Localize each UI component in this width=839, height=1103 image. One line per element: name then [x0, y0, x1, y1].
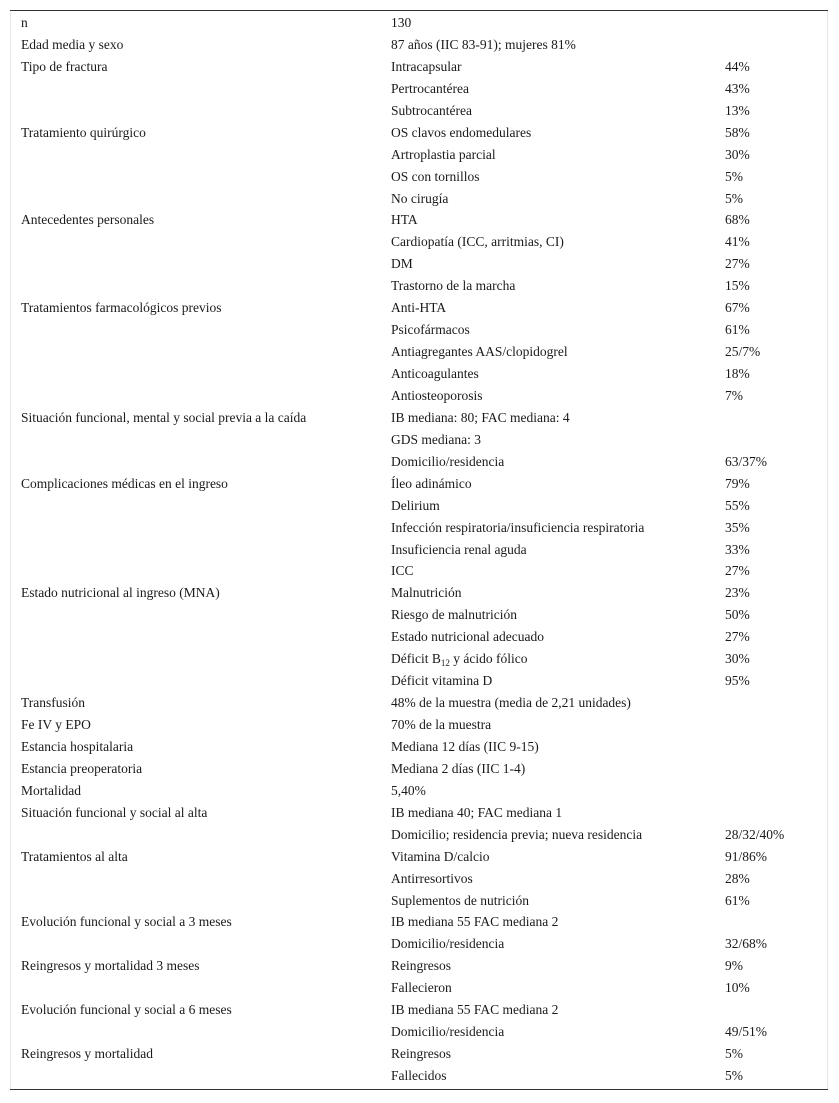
- row-category: n: [21, 15, 28, 30]
- table-row: [10, 253, 828, 275]
- row-value: 25/7%: [725, 344, 761, 360]
- table-row: [10, 100, 828, 122]
- row-value: 41%: [725, 234, 750, 250]
- table-row: [10, 1043, 828, 1065]
- row-detail: Fallecieron: [391, 980, 452, 996]
- row-value: 58%: [725, 124, 750, 140]
- table-row: [10, 648, 828, 670]
- row-detail: Reingresos: [391, 1046, 451, 1062]
- table-body: [10, 11, 828, 1089]
- table-row: [10, 341, 828, 363]
- row-detail: Reingresos: [391, 958, 451, 974]
- table-row: [10, 12, 828, 34]
- row-value: 5%: [725, 1068, 743, 1083]
- row-category: Complicaciones médicas en el ingreso: [21, 475, 228, 491]
- table-row: [10, 955, 828, 977]
- table-row: [10, 999, 828, 1021]
- table-row: [10, 122, 828, 144]
- row-value: 68%: [725, 212, 750, 228]
- row-category: Edad media y sexo: [21, 36, 124, 52]
- row-category: Tratamientos farmacológicos previos: [21, 300, 222, 316]
- row-category: Estancia preoperatoria: [21, 760, 143, 776]
- row-value: 13%: [725, 102, 750, 118]
- row-category: Reingresos y mortalidad 3 meses: [21, 958, 200, 974]
- table-row: [10, 604, 828, 626]
- row-detail: 70% de la muestra: [391, 717, 492, 732]
- row-detail: IB mediana 55 FAC mediana 2: [391, 1002, 559, 1018]
- row-category: Situación funcional y social al alta: [21, 804, 208, 820]
- row-detail: Malnutrición: [391, 585, 462, 601]
- row-detail: 130: [391, 15, 412, 30]
- table-row: [10, 1065, 828, 1087]
- row-detail: Domicilio/residencia: [391, 936, 505, 952]
- row-value: 50%: [725, 607, 750, 623]
- table-row: [10, 539, 828, 561]
- row-detail: Subtrocantérea: [391, 102, 472, 118]
- row-detail: Domicilio/residencia: [391, 453, 505, 469]
- table-row: [10, 824, 828, 846]
- row-value: 35%: [725, 519, 750, 535]
- table-row: [10, 56, 828, 78]
- row-value: 30%: [725, 651, 750, 667]
- row-detail: Estado nutricional adecuado: [391, 629, 544, 645]
- table-row: [10, 714, 828, 736]
- table-row: [10, 933, 828, 955]
- row-category: Transfusión: [21, 695, 86, 711]
- table-row: [10, 736, 828, 758]
- table-row: [10, 209, 828, 231]
- row-detail: Pertrocantérea: [391, 80, 469, 96]
- table-row: [10, 429, 828, 451]
- table-row: [10, 582, 828, 604]
- table-row: [10, 626, 828, 648]
- row-value: 49/51%: [725, 1024, 767, 1040]
- table-row: [10, 868, 828, 890]
- row-detail: Anticoagulantes: [391, 366, 479, 381]
- row-detail: Domicilio; residencia previa; nueva residencia: [391, 826, 643, 842]
- row-detail: Insuficiencia renal aguda: [391, 541, 527, 557]
- row-detail-subscript: 12: [440, 658, 450, 669]
- row-detail: Psicofármacos: [391, 322, 470, 338]
- row-value: 27%: [725, 563, 750, 579]
- row-detail: Suplementos de nutrición: [391, 892, 529, 908]
- row-category: Evolución funcional y social a 6 meses: [21, 1002, 232, 1018]
- table-row: [10, 78, 828, 100]
- row-detail: 87 años (IIC 83-91); mujeres 81%: [391, 36, 576, 52]
- table-row: [10, 407, 828, 429]
- row-detail: Mediana 12 días (IIC 9-15): [391, 738, 539, 754]
- row-detail: Antiosteoporosis: [391, 387, 483, 403]
- row-value: 33%: [725, 541, 750, 557]
- row-value: 7%: [725, 387, 743, 403]
- row-detail: Fallecidos: [391, 1068, 447, 1083]
- row-detail: IB mediana 40; FAC mediana 1: [391, 804, 563, 820]
- row-detail: DM: [391, 256, 413, 272]
- table-row: [10, 780, 828, 802]
- row-detail: ICC: [391, 563, 414, 579]
- table-row: [10, 297, 828, 319]
- row-value: 5%: [725, 190, 743, 206]
- row-value: 32/68%: [725, 936, 767, 952]
- row-detail: Delirium: [391, 497, 440, 513]
- table-row: [10, 846, 828, 868]
- row-category: Mortalidad: [21, 782, 81, 798]
- row-detail: 48% de la muestra (media de 2,21 unidades): [391, 695, 631, 711]
- table-row: [10, 188, 828, 210]
- table-row: [10, 890, 828, 912]
- row-category: Tratamiento quirúrgico: [21, 124, 146, 140]
- row-category: Tratamientos al alta: [21, 848, 128, 864]
- row-value: 79%: [725, 475, 750, 491]
- table-row: [10, 560, 828, 582]
- table-row: [10, 319, 828, 341]
- row-detail: OS con tornillos: [391, 168, 480, 184]
- table-row: [10, 451, 828, 473]
- row-value: 28%: [725, 870, 750, 886]
- row-detail: Trastorno de la marcha: [391, 278, 516, 294]
- row-detail: Déficit vitamina D: [391, 673, 493, 689]
- row-detail: IB mediana 55 FAC mediana 2: [391, 914, 559, 930]
- row-category: Antecedentes personales: [21, 212, 155, 228]
- row-value: 27%: [725, 256, 750, 272]
- row-detail: Riesgo de malnutrición: [391, 607, 517, 623]
- row-value: 91/86%: [725, 848, 767, 864]
- table-row: [10, 977, 828, 999]
- table-row: [10, 275, 828, 297]
- row-detail: Cardiopatía (ICC, arritmias, CI): [391, 234, 564, 250]
- row-value: 5%: [725, 168, 743, 184]
- table-row: [10, 517, 828, 539]
- row-value: 23%: [725, 585, 750, 601]
- row-category: Evolución funcional y social a 3 meses: [21, 914, 232, 930]
- table-row: [10, 495, 828, 517]
- row-detail: OS clavos endomedulares: [391, 124, 532, 140]
- row-value: 15%: [725, 278, 750, 294]
- row-value: 67%: [725, 300, 750, 316]
- row-detail: Antirresortivos: [391, 870, 473, 886]
- table-row: [10, 1021, 828, 1043]
- row-detail: HTA: [391, 212, 418, 228]
- row-detail: [391, 648, 527, 670]
- row-value: 27%: [725, 629, 750, 645]
- row-detail: Infección respiratoria/insuficiencia respiratoria: [391, 519, 645, 535]
- table-row: [10, 231, 828, 253]
- row-detail: IB mediana: 80; FAC mediana: 4: [391, 409, 570, 425]
- row-detail: Intracapsular: [391, 58, 462, 74]
- row-category: Estancia hospitalaria: [21, 738, 134, 754]
- row-value: 55%: [725, 497, 750, 513]
- row-detail-text: Déficit B: [391, 651, 441, 667]
- table-row: [10, 802, 828, 824]
- row-detail: 5,40%: [391, 782, 426, 798]
- row-value: 10%: [725, 980, 750, 996]
- table-row: [10, 363, 828, 385]
- row-detail: GDS mediana: 3: [391, 431, 481, 447]
- row-category: Reingresos y mortalidad: [21, 1046, 153, 1062]
- row-detail: Domicilio/residencia: [391, 1024, 505, 1040]
- row-value: 30%: [725, 146, 750, 162]
- row-detail: No cirugía: [391, 190, 449, 206]
- row-detail: Mediana 2 días (IIC 1-4): [391, 760, 526, 776]
- row-detail: Íleo adinámico: [391, 475, 472, 491]
- row-value: 28/32/40%: [725, 826, 785, 842]
- row-value: 43%: [725, 80, 750, 96]
- table-row: [10, 758, 828, 780]
- row-value: 18%: [725, 366, 750, 381]
- table-row: [10, 144, 828, 166]
- table-row: [10, 670, 828, 692]
- row-detail: Antiagregantes AAS/clopidogrel: [391, 344, 568, 360]
- row-value: 44%: [725, 58, 750, 74]
- table-row: [10, 473, 828, 495]
- row-detail: Anti-HTA: [391, 300, 447, 316]
- row-value: 61%: [725, 892, 750, 908]
- row-detail: Vitamina D/calcio: [391, 848, 490, 864]
- row-value: 9%: [725, 958, 743, 974]
- row-category: Fe IV y EPO: [21, 717, 91, 732]
- row-category: Estado nutricional al ingreso (MNA): [21, 585, 220, 601]
- row-category: Situación funcional, mental y social previa a la caída: [21, 409, 307, 425]
- row-category: Tipo de fractura: [21, 58, 108, 74]
- row-detail-text-after: y ácido fólico: [449, 651, 528, 667]
- data-table: [10, 10, 828, 1090]
- row-value: 63/37%: [725, 453, 767, 469]
- row-value: 5%: [725, 1046, 743, 1062]
- table-row: [10, 692, 828, 714]
- row-detail: Artroplastia parcial: [391, 146, 496, 162]
- table-row: [10, 34, 828, 56]
- table-row: [10, 385, 828, 407]
- row-value: 61%: [725, 322, 750, 338]
- table-row: [10, 911, 828, 933]
- table-row: [10, 166, 828, 188]
- row-value: 95%: [725, 673, 750, 689]
